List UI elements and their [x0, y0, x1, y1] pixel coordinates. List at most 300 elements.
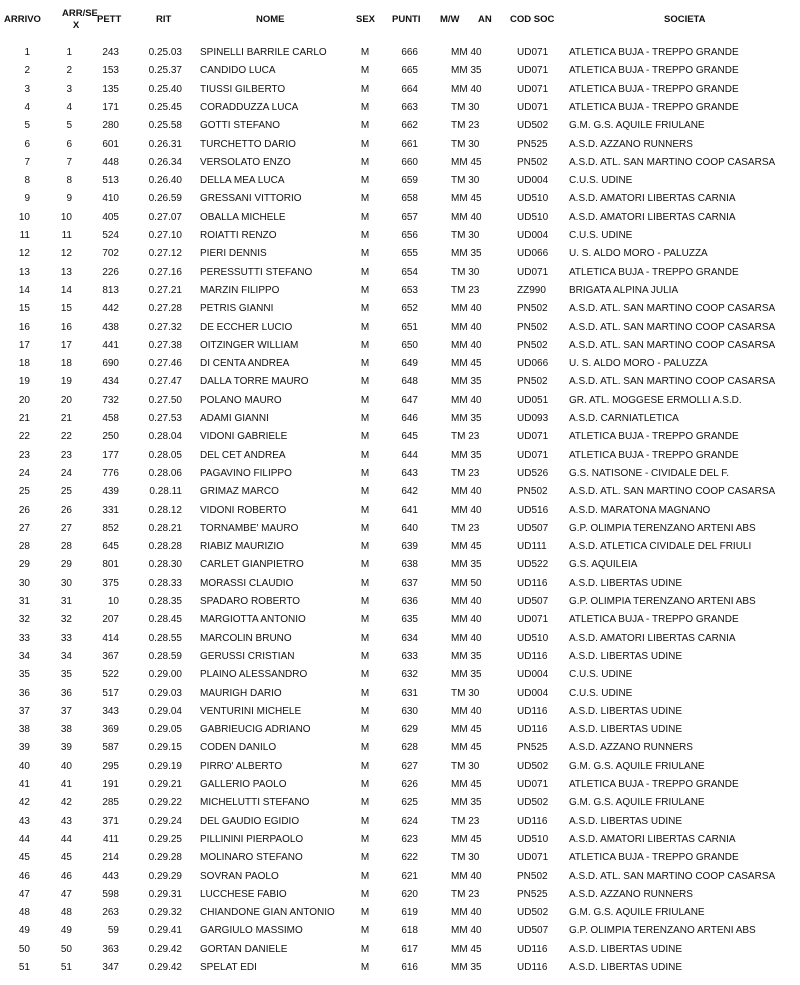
punti-cell: 632	[401, 669, 418, 681]
pett-cell: 135	[102, 83, 119, 95]
cod-soc-cell: UD004	[517, 687, 549, 699]
rit-cell: 0.29.00	[148, 669, 182, 681]
punti-cell: 625	[401, 797, 418, 809]
arrivo-cell: 30	[18, 577, 30, 589]
nome-cell: GOTTI STEFANO	[200, 120, 281, 132]
societa-cell: A.S.D. LIBERTAS UDINE	[569, 705, 682, 717]
pett-cell: 434	[102, 376, 119, 388]
arrivo-cell: 11	[19, 230, 30, 241]
cod-soc-cell: UD510	[517, 193, 549, 205]
table-row	[0, 483, 800, 501]
header-societa: SOCIETA	[664, 14, 706, 25]
arr-sex-cell: 34	[60, 650, 72, 662]
societa-cell: ATLETICA BUJA - TREPPO GRANDE	[569, 47, 739, 58]
sex-cell: M	[360, 522, 370, 534]
sex-cell: M	[360, 962, 370, 973]
cod-soc-cell: UD071	[517, 47, 549, 58]
sex-cell: M	[360, 284, 370, 296]
table-row	[0, 447, 800, 465]
arr-sex-cell: 40	[60, 760, 72, 772]
cod-soc-cell: PN525	[517, 742, 548, 754]
arr-sex-cell: 9	[66, 193, 72, 205]
societa-cell: A.S.D. LIBERTAS UDINE	[569, 577, 682, 589]
nome-cell: DELLA MEA LUCA	[200, 175, 285, 187]
sex-cell: M	[360, 47, 370, 58]
arrivo-cell: 32	[18, 614, 30, 626]
arrivo-cell: 21	[18, 413, 30, 424]
rit-cell: 0.29.42	[148, 962, 182, 973]
nome-cell: VENTURINI MICHELE	[200, 705, 302, 717]
nome-cell: DALLA TORRE MAURO	[200, 376, 309, 388]
pett-cell: 280	[102, 120, 119, 132]
nome-cell: CANDIDO LUCA	[200, 65, 276, 77]
mw-cell: MM 40	[451, 211, 482, 223]
sex-cell: M	[360, 321, 370, 333]
sex-cell: M	[360, 339, 370, 351]
sex-cell: M	[360, 614, 370, 626]
pett-cell: 207	[102, 614, 119, 626]
pett-cell: 601	[102, 138, 119, 150]
rit-cell: 0.29.41	[148, 925, 182, 937]
punti-cell: 622	[401, 852, 418, 864]
rit-cell: 0.29.28	[148, 852, 182, 864]
rit-cell: 0.25.45	[148, 101, 182, 113]
table-row	[0, 794, 800, 812]
rit-cell: 0.26.31	[148, 138, 182, 150]
table-row	[0, 300, 800, 318]
mw-cell: MM 40	[451, 321, 482, 333]
punti-cell: 634	[401, 632, 418, 644]
societa-cell: A.S.D. AMATORI LIBERTAS CARNIA	[569, 193, 736, 205]
arrivo-cell: 27	[18, 522, 30, 534]
arr-sex-cell: 50	[60, 943, 72, 955]
arrivo-cell: 10	[18, 211, 30, 223]
nome-cell: DE ECCHER LUCIO	[200, 321, 293, 333]
punti-cell: 629	[401, 724, 418, 736]
cod-soc-cell: PN502	[517, 486, 548, 498]
arrivo-cell: 15	[18, 303, 30, 315]
cod-soc-cell: UD071	[517, 779, 549, 790]
mw-cell: TM 30	[451, 852, 480, 864]
punti-cell: 644	[401, 449, 418, 461]
pett-cell: 411	[103, 833, 119, 845]
arr-sex-cell: 45	[60, 852, 72, 864]
pett-cell: 690	[102, 358, 119, 370]
societa-cell: BRIGATA ALPINA JULIA	[569, 284, 679, 296]
header-punti: PUNTI	[392, 14, 421, 25]
arr-sex-cell: 51	[60, 962, 72, 973]
nome-cell: CHIANDONE GIAN ANTONIO	[200, 907, 335, 919]
punti-cell: 616	[401, 962, 418, 973]
pett-cell: 226	[102, 266, 119, 278]
arr-sex-cell: 10	[60, 211, 72, 223]
table-row	[0, 465, 800, 483]
arrivo-cell: 12	[18, 248, 30, 260]
mw-cell: MM 40	[451, 632, 482, 644]
cod-soc-cell: UD507	[517, 925, 549, 937]
rit-cell: 0.27.07	[148, 211, 182, 223]
pett-cell: 801	[102, 559, 119, 571]
cod-soc-cell: UD093	[517, 413, 549, 424]
mw-cell: MM 35	[451, 65, 482, 77]
sex-cell: M	[360, 687, 370, 699]
table-row	[0, 319, 800, 337]
nome-cell: GERUSSI CRISTIAN	[200, 650, 295, 662]
arrivo-cell: 48	[18, 907, 30, 919]
table-row	[0, 593, 800, 611]
arr-sex-cell: 29	[60, 559, 72, 571]
punti-cell: 654	[401, 266, 418, 278]
punti-cell: 637	[401, 577, 418, 589]
punti-cell: 639	[401, 541, 418, 553]
table-row	[0, 337, 800, 355]
nome-cell: CARLET GIANPIETRO	[200, 559, 304, 571]
rit-cell: 0.27.21	[148, 284, 182, 296]
arrivo-cell: 14	[18, 284, 30, 296]
pett-cell: 191	[102, 779, 119, 790]
mw-cell: MM 45	[451, 156, 482, 168]
pett-cell: 171	[102, 101, 119, 113]
rit-cell: 0.29.22	[148, 797, 182, 809]
sex-cell: M	[360, 742, 370, 754]
punti-cell: 642	[401, 486, 418, 498]
pett-cell: 375	[102, 577, 119, 589]
arr-sex-cell: 2	[66, 65, 72, 77]
sex-cell: M	[360, 925, 370, 937]
cod-soc-cell: UD510	[517, 833, 549, 845]
pett-cell: 645	[102, 541, 119, 553]
sex-cell: M	[360, 101, 370, 113]
punti-cell: 655	[401, 248, 418, 260]
sex-cell: M	[360, 65, 370, 77]
punti-cell: 638	[401, 559, 418, 571]
societa-cell: ATLETICA BUJA - TREPPO GRANDE	[569, 431, 739, 443]
arr-sex-cell: 44	[60, 833, 72, 845]
arrivo-cell: 25	[18, 486, 30, 498]
societa-cell: A.S.D. AZZANO RUNNERS	[569, 138, 693, 150]
sex-cell: M	[360, 724, 370, 736]
cod-soc-cell: UD116	[517, 577, 548, 589]
mw-cell: MM 40	[451, 504, 482, 516]
societa-cell: ATLETICA BUJA - TREPPO GRANDE	[569, 614, 739, 626]
cod-soc-cell: UD066	[517, 358, 549, 370]
rit-cell: 0.29.42	[148, 943, 182, 955]
societa-cell: A.S.D. AZZANO RUNNERS	[569, 742, 693, 754]
mw-cell: MM 45	[451, 724, 482, 736]
table-row	[0, 959, 800, 977]
punti-cell: 641	[401, 504, 418, 516]
sex-cell: M	[360, 358, 370, 370]
nome-cell: PILLININI PIERPAOLO	[200, 833, 304, 845]
pett-cell: 442	[102, 303, 119, 315]
rit-cell: 0.27.28	[148, 303, 182, 315]
arr-sex-cell: 12	[60, 248, 72, 260]
punti-cell: 665	[401, 65, 418, 77]
sex-cell: M	[360, 449, 370, 461]
arrivo-cell: 50	[18, 943, 30, 955]
arrivo-cell: 47	[18, 888, 30, 900]
punti-cell: 663	[401, 101, 418, 113]
rit-cell: 0.27.50	[148, 394, 182, 406]
mw-cell: TM 23	[451, 284, 480, 296]
rit-cell: 0.28.55	[148, 632, 182, 644]
nome-cell: TURCHETTO DARIO	[200, 138, 296, 150]
arr-sex-cell: 27	[60, 522, 72, 534]
mw-cell: TM 30	[451, 687, 480, 699]
rit-cell: 0.27.47	[148, 376, 182, 388]
header-sex: SEX	[356, 14, 376, 25]
pett-cell: 367	[102, 650, 119, 662]
societa-cell: ATLETICA BUJA - TREPPO GRANDE	[569, 101, 739, 113]
punti-cell: 621	[401, 870, 418, 882]
rit-cell: 0.26.40	[148, 175, 182, 187]
pett-cell: 285	[102, 797, 119, 809]
nome-cell: GRESSANI VITTORIO	[200, 193, 302, 205]
societa-cell: ATLETICA BUJA - TREPPO GRANDE	[569, 779, 739, 790]
pett-cell: 852	[102, 522, 119, 534]
pett-cell: 813	[102, 284, 119, 296]
arrivo-cell: 22	[18, 431, 30, 443]
cod-soc-cell: UD071	[517, 852, 549, 864]
mw-cell: TM 23	[451, 120, 480, 132]
sex-cell: M	[360, 394, 370, 406]
cod-soc-cell: UD066	[517, 248, 549, 260]
nome-cell: MARCOLIN BRUNO	[200, 632, 292, 644]
sex-cell: M	[360, 486, 370, 498]
nome-cell: GRIMAZ MARCO	[200, 486, 279, 498]
arr-sex-cell: 37	[60, 705, 72, 717]
sex-cell: M	[360, 797, 370, 809]
rit-cell: 0.28.30	[148, 559, 182, 571]
mw-cell: TM 23	[451, 467, 480, 479]
arrivo-cell: 4	[24, 101, 30, 113]
mw-cell: TM 30	[451, 266, 480, 278]
sex-cell: M	[360, 559, 370, 571]
punti-cell: 649	[401, 358, 418, 370]
sex-cell: M	[360, 83, 370, 95]
societa-cell: G.P. OLIMPIA TERENZANO ARTENI ABS	[569, 596, 756, 607]
punti-cell: 647	[401, 394, 418, 406]
arrivo-cell: 49	[18, 925, 30, 937]
mw-cell: MM 35	[451, 797, 482, 809]
mw-cell: MM 40	[451, 83, 482, 95]
arrivo-cell: 40	[18, 760, 30, 772]
nome-cell: CORADDUZZA LUCA	[200, 101, 299, 113]
societa-cell: A.S.D. AZZANO RUNNERS	[569, 888, 693, 900]
rit-cell: 0.29.24	[148, 815, 182, 827]
cod-soc-cell: UD502	[517, 760, 549, 772]
mw-cell: MM 40	[451, 614, 482, 626]
pett-cell: 438	[102, 321, 119, 333]
table-row	[0, 611, 800, 629]
arr-sex-cell: 38	[60, 724, 72, 736]
arrivo-cell: 3	[24, 83, 30, 95]
mw-cell: MM 40	[451, 339, 482, 351]
arrivo-cell: 2	[24, 65, 30, 77]
arr-sex-cell: 4	[66, 101, 72, 113]
arr-sex-cell: 13	[60, 266, 72, 278]
punti-cell: 623	[401, 833, 418, 845]
pett-cell: 363	[102, 943, 119, 955]
pett-cell: 443	[102, 870, 119, 882]
cod-soc-cell: PN502	[517, 321, 548, 333]
nome-cell: MICHELUTTI STEFANO	[200, 797, 310, 809]
societa-cell: G.P. OLIMPIA TERENZANO ARTENI ABS	[569, 925, 756, 937]
cod-soc-cell: UD071	[517, 431, 549, 443]
arr-sex-cell: 35	[60, 669, 72, 681]
punti-cell: 660	[401, 156, 418, 168]
sex-cell: M	[360, 138, 370, 150]
pett-cell: 410	[102, 193, 119, 205]
table-row	[0, 81, 800, 99]
rit-cell: 0.28.04	[148, 431, 182, 443]
cod-soc-cell: PN502	[517, 376, 548, 388]
punti-cell: 651	[401, 321, 418, 333]
table-row	[0, 410, 800, 428]
punti-cell: 650	[401, 339, 418, 351]
rit-cell: 0.25.40	[148, 83, 182, 95]
punti-cell: 648	[401, 376, 418, 388]
societa-cell: A.S.D. ATL. SAN MARTINO COOP CASARSA	[569, 321, 776, 333]
nome-cell: POLANO MAURO	[200, 394, 282, 406]
nome-cell: VIDONI ROBERTO	[200, 504, 287, 516]
societa-cell: A.S.D. ATL. SAN MARTINO COOP CASARSA	[569, 486, 776, 498]
punti-cell: 666	[401, 47, 418, 58]
pett-cell: 295	[102, 760, 119, 772]
arrivo-cell: 16	[18, 321, 30, 333]
nome-cell: PLAINO ALESSANDRO	[200, 669, 308, 681]
sex-cell: M	[360, 852, 370, 864]
cod-soc-cell: UD526	[517, 467, 549, 479]
mw-cell: TM 23	[451, 888, 480, 900]
societa-cell: G.M. G.S. AQUILE FRIULANE	[569, 797, 705, 809]
societa-cell: A.S.D. ATL. SAN MARTINO COOP CASARSA	[569, 376, 776, 388]
punti-cell: 628	[401, 742, 418, 754]
nome-cell: SPADARO ROBERTO	[200, 596, 301, 607]
cod-soc-cell: UD507	[517, 522, 549, 534]
sex-cell: M	[360, 577, 370, 589]
table-row	[0, 776, 800, 794]
rit-cell: 0.28.33	[148, 577, 182, 589]
societa-cell: A.S.D. LIBERTAS UDINE	[569, 962, 682, 973]
cod-soc-cell: PN525	[517, 888, 548, 900]
punti-cell: 657	[401, 211, 418, 223]
pett-cell: 414	[102, 632, 119, 644]
cod-soc-cell: UD116	[517, 724, 548, 736]
header-arr-sex: ARR/SE X	[62, 8, 98, 31]
societa-cell: A.S.D. AMATORI LIBERTAS CARNIA	[569, 632, 736, 644]
rit-cell: 0.29.21	[148, 779, 182, 790]
arr-sex-cell: 8	[66, 175, 72, 187]
table-row	[0, 154, 800, 172]
nome-cell: PIRRO' ALBERTO	[200, 760, 283, 772]
nome-cell: PIERI DENNIS	[200, 248, 267, 260]
table-row	[0, 575, 800, 593]
sex-cell: M	[360, 596, 370, 607]
cod-soc-cell: PN502	[517, 156, 548, 168]
punti-cell: 627	[401, 760, 418, 772]
sex-cell: M	[360, 541, 370, 553]
nome-cell: OITZINGER WILLIAM	[200, 339, 299, 351]
societa-cell: G.M. G.S. AQUILE FRIULANE	[569, 120, 705, 132]
pett-cell: 153	[102, 65, 119, 77]
mw-cell: MM 40	[451, 486, 482, 498]
rit-cell: 0.29.03	[148, 687, 182, 699]
mw-cell: MM 35	[451, 449, 482, 461]
table-row	[0, 739, 800, 757]
societa-cell: A.S.D. LIBERTAS UDINE	[569, 943, 682, 955]
table-row	[0, 520, 800, 538]
rit-cell: 0.27.46	[148, 358, 182, 370]
mw-cell: MM 35	[451, 248, 482, 260]
arr-sex-cell: 23	[60, 449, 72, 461]
pett-cell: 405	[102, 211, 119, 223]
sex-cell: M	[360, 833, 370, 845]
punti-cell: 659	[401, 175, 418, 187]
table-row	[0, 44, 800, 62]
sex-cell: M	[360, 175, 370, 187]
arr-sex-cell: 49	[60, 925, 72, 937]
mw-cell: TM 30	[451, 760, 480, 772]
societa-cell: A.S.D. ATLETICA CIVIDALE DEL FRIULI	[569, 541, 752, 553]
societa-cell: G.M. G.S. AQUILE FRIULANE	[569, 760, 705, 772]
table-row	[0, 813, 800, 831]
arrivo-cell: 36	[18, 687, 30, 699]
punti-cell: 626	[401, 779, 418, 790]
cod-soc-cell: UD004	[517, 230, 549, 241]
societa-cell: C.U.S. UDINE	[569, 230, 633, 241]
pett-cell: 732	[102, 394, 119, 406]
punti-cell: 633	[401, 650, 418, 662]
arr-sex-cell: 31	[60, 596, 72, 607]
punti-cell: 662	[401, 120, 418, 132]
nome-cell: MARZIN FILIPPO	[200, 284, 280, 296]
pett-cell: 371	[102, 815, 119, 827]
punti-cell: 635	[401, 614, 418, 626]
nome-cell: TORNAMBE' MAURO	[200, 522, 299, 534]
table-row	[0, 245, 800, 263]
cod-soc-cell: UD004	[517, 175, 549, 187]
punti-cell: 652	[401, 303, 418, 315]
societa-cell: G.M. G.S. AQUILE FRIULANE	[569, 907, 705, 919]
mw-cell: MM 45	[451, 358, 482, 370]
sex-cell: M	[360, 431, 370, 443]
mw-cell: MM 45	[451, 541, 482, 553]
table-row	[0, 392, 800, 410]
mw-cell: TM 23	[451, 431, 480, 443]
nome-cell: TIUSSI GILBERTO	[200, 83, 286, 95]
table-row	[0, 136, 800, 154]
arrivo-cell: 23	[18, 449, 30, 461]
nome-cell: GARGIULO MASSIMO	[200, 925, 303, 937]
punti-cell: 624	[401, 815, 418, 827]
nome-cell: PETRIS GIANNI	[200, 303, 274, 315]
cod-soc-cell: PN502	[517, 339, 548, 351]
arrivo-cell: 33	[18, 632, 30, 644]
punti-cell: 653	[401, 284, 418, 296]
punti-cell: 656	[401, 230, 418, 241]
arrivo-cell: 9	[24, 193, 30, 205]
arr-sex-cell: 7	[66, 156, 72, 168]
pett-cell: 517	[102, 687, 119, 699]
mw-cell: MM 35	[451, 669, 482, 681]
mw-cell: MM 45	[451, 833, 482, 845]
arrivo-cell: 1	[24, 47, 30, 58]
nome-cell: SPELAT EDI	[200, 962, 257, 973]
arrivo-cell: 38	[18, 724, 30, 736]
arrivo-cell: 7	[24, 156, 30, 168]
cod-soc-cell: UD510	[517, 211, 549, 223]
